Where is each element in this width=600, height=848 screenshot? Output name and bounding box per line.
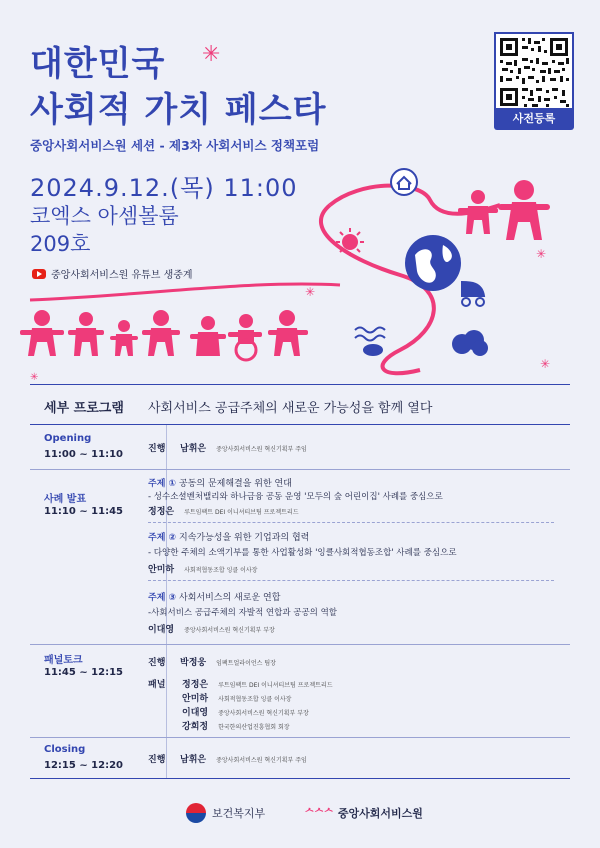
topic-number: 주제 ① xyxy=(148,479,177,489)
stream-label: 중앙사회서비스원 유튜브 생중계 xyxy=(51,270,193,281)
person-name: 남휘은 xyxy=(180,755,207,765)
section-time: 11:45 ~ 12:15 xyxy=(44,667,124,678)
speaker-row xyxy=(148,504,299,517)
person-org: 한국한의산업진흥협회 회장 xyxy=(218,724,290,731)
person-org: 사회적협동조합 잉클 이사장 xyxy=(184,567,258,574)
person-org: 사회적협동조합 잉클 이사장 xyxy=(218,696,292,703)
role-label: 패널 xyxy=(148,680,166,690)
svg-text:✳: ✳ xyxy=(305,285,316,299)
venue-room: 209호 xyxy=(30,232,91,256)
ocean-icon xyxy=(355,328,385,356)
person-name: 남휘은 xyxy=(180,444,207,454)
title-line-2: 사회적 가치 페스타 xyxy=(30,90,327,130)
person-name: 정정은 xyxy=(148,507,175,517)
qr-code-icon[interactable] xyxy=(494,32,574,112)
cloud-icon xyxy=(452,330,488,356)
person-name: 강희정 xyxy=(182,722,209,732)
topic-desc: -사회서비스 공급주체의 자발적 연합과 공공의 역할 xyxy=(148,608,338,618)
org-name: 중앙사회서비스원 xyxy=(337,807,423,820)
section-time: 12:15 ~ 12:20 xyxy=(44,760,124,771)
ministry-name: 보건복지부 xyxy=(212,807,266,820)
globe-icon xyxy=(405,235,461,291)
divider xyxy=(148,580,554,581)
panelist-row xyxy=(182,705,309,718)
kssi-logo xyxy=(304,805,423,821)
host-row xyxy=(148,655,276,668)
speaker-row xyxy=(148,562,257,575)
panelist-row xyxy=(182,691,291,704)
venue-name: 코엑스 아셈볼룸 xyxy=(30,204,179,228)
section-opening xyxy=(30,425,570,469)
people-chain xyxy=(20,310,308,360)
section-panel xyxy=(30,645,570,737)
person-org: 루트임팩트 DEI 이니셔티브팀 프로젝트리드 xyxy=(184,509,299,516)
stroller-icon xyxy=(462,282,484,306)
divider xyxy=(30,778,570,779)
divider xyxy=(30,384,570,385)
section-label: 패널토크 xyxy=(44,655,83,666)
host-row xyxy=(148,441,307,454)
divider xyxy=(148,522,554,523)
topic-number: 주제 ② xyxy=(148,533,177,543)
person-name: 이대영 xyxy=(182,708,209,718)
topic-text: 공동의 문제해결을 위한 연대 xyxy=(179,479,292,489)
subtitle: 중앙사회서비스원 세션 - 제3차 사회서비스 정책포럼 xyxy=(30,138,320,153)
svg-text:✳: ✳ xyxy=(540,357,551,371)
role-label: 진행 xyxy=(148,658,166,668)
person-name: 박정웅 xyxy=(180,658,207,668)
sparkle-icon: ✳ xyxy=(30,372,39,383)
section-label: Opening xyxy=(44,433,92,444)
program-label: 세부 프로그램 xyxy=(44,401,124,416)
person-name: 안미하 xyxy=(148,565,175,575)
panelist-row xyxy=(182,677,333,690)
topic-title xyxy=(148,590,280,603)
person-org: 루트임팩트 DEI 이니셔티브팀 프로젝트리드 xyxy=(218,682,333,689)
section-time: 11:00 ~ 11:10 xyxy=(44,449,124,460)
section-label: Closing xyxy=(44,744,86,755)
topic-text: 사회서비스의 새로운 연합 xyxy=(179,593,281,603)
role-label: 진행 xyxy=(148,444,166,454)
people-illustration xyxy=(0,160,600,380)
section-closing xyxy=(30,738,570,778)
program-title: 사회서비스 공급주체의 새로운 가능성을 함께 열다 xyxy=(148,401,433,416)
person-name: 이대영 xyxy=(148,625,175,635)
person-org: 중앙사회서비스원 혁신기획부 주임 xyxy=(216,446,307,453)
topic-desc: - 성수소셜벤처밸리와 하나금융 공동 운영 '모두의 숲 어린이집' 사례를 중심으로 xyxy=(148,492,443,502)
person-name: 안미하 xyxy=(182,694,209,704)
topic-text: 지속가능성을 위한 기업과의 협력 xyxy=(179,533,310,543)
title-line-1: 대한민국 xyxy=(30,44,166,84)
event-date: 2024.9.12.(목) 11:00 xyxy=(30,174,298,202)
person-org: 중앙사회서비스원 혁신기획부 부장 xyxy=(218,710,309,717)
section-cases xyxy=(30,470,570,644)
virus-icon xyxy=(336,228,364,256)
svg-text:✳: ✳ xyxy=(536,247,547,261)
person-name: 정정은 xyxy=(182,680,209,690)
topic-title xyxy=(148,530,309,543)
speaker-row xyxy=(148,622,275,635)
person-org: 중앙사회서비스원 혁신기획부 주임 xyxy=(216,757,307,764)
person-org: 중앙사회서비스원 혁신기획부 부장 xyxy=(184,627,275,634)
panel-role-row xyxy=(148,677,170,690)
host-row xyxy=(148,752,307,765)
topic-number: 주제 ③ xyxy=(148,593,177,603)
person-org: 임팩트얼라이언스 팀장 xyxy=(216,660,276,667)
ministry-logo xyxy=(186,803,265,823)
section-label: 사례 발표 xyxy=(44,494,87,505)
register-button[interactable]: 사전등록 xyxy=(494,108,574,130)
sparkle-icon: ✳ xyxy=(202,42,221,67)
house-icon xyxy=(391,169,417,195)
panelist-row xyxy=(182,719,290,732)
kssi-logo-icon: ᄉᄉᄉ xyxy=(304,807,333,820)
topic-desc: - 다양한 주체의 소액기부를 통한 사업활성화 '잉클사회적협동조합' 사례를 중심으로 xyxy=(148,548,457,558)
role-label: 진행 xyxy=(148,755,166,765)
section-time: 11:10 ~ 11:45 xyxy=(44,506,124,517)
topic-title xyxy=(148,476,292,489)
taegeuk-icon xyxy=(186,803,206,823)
